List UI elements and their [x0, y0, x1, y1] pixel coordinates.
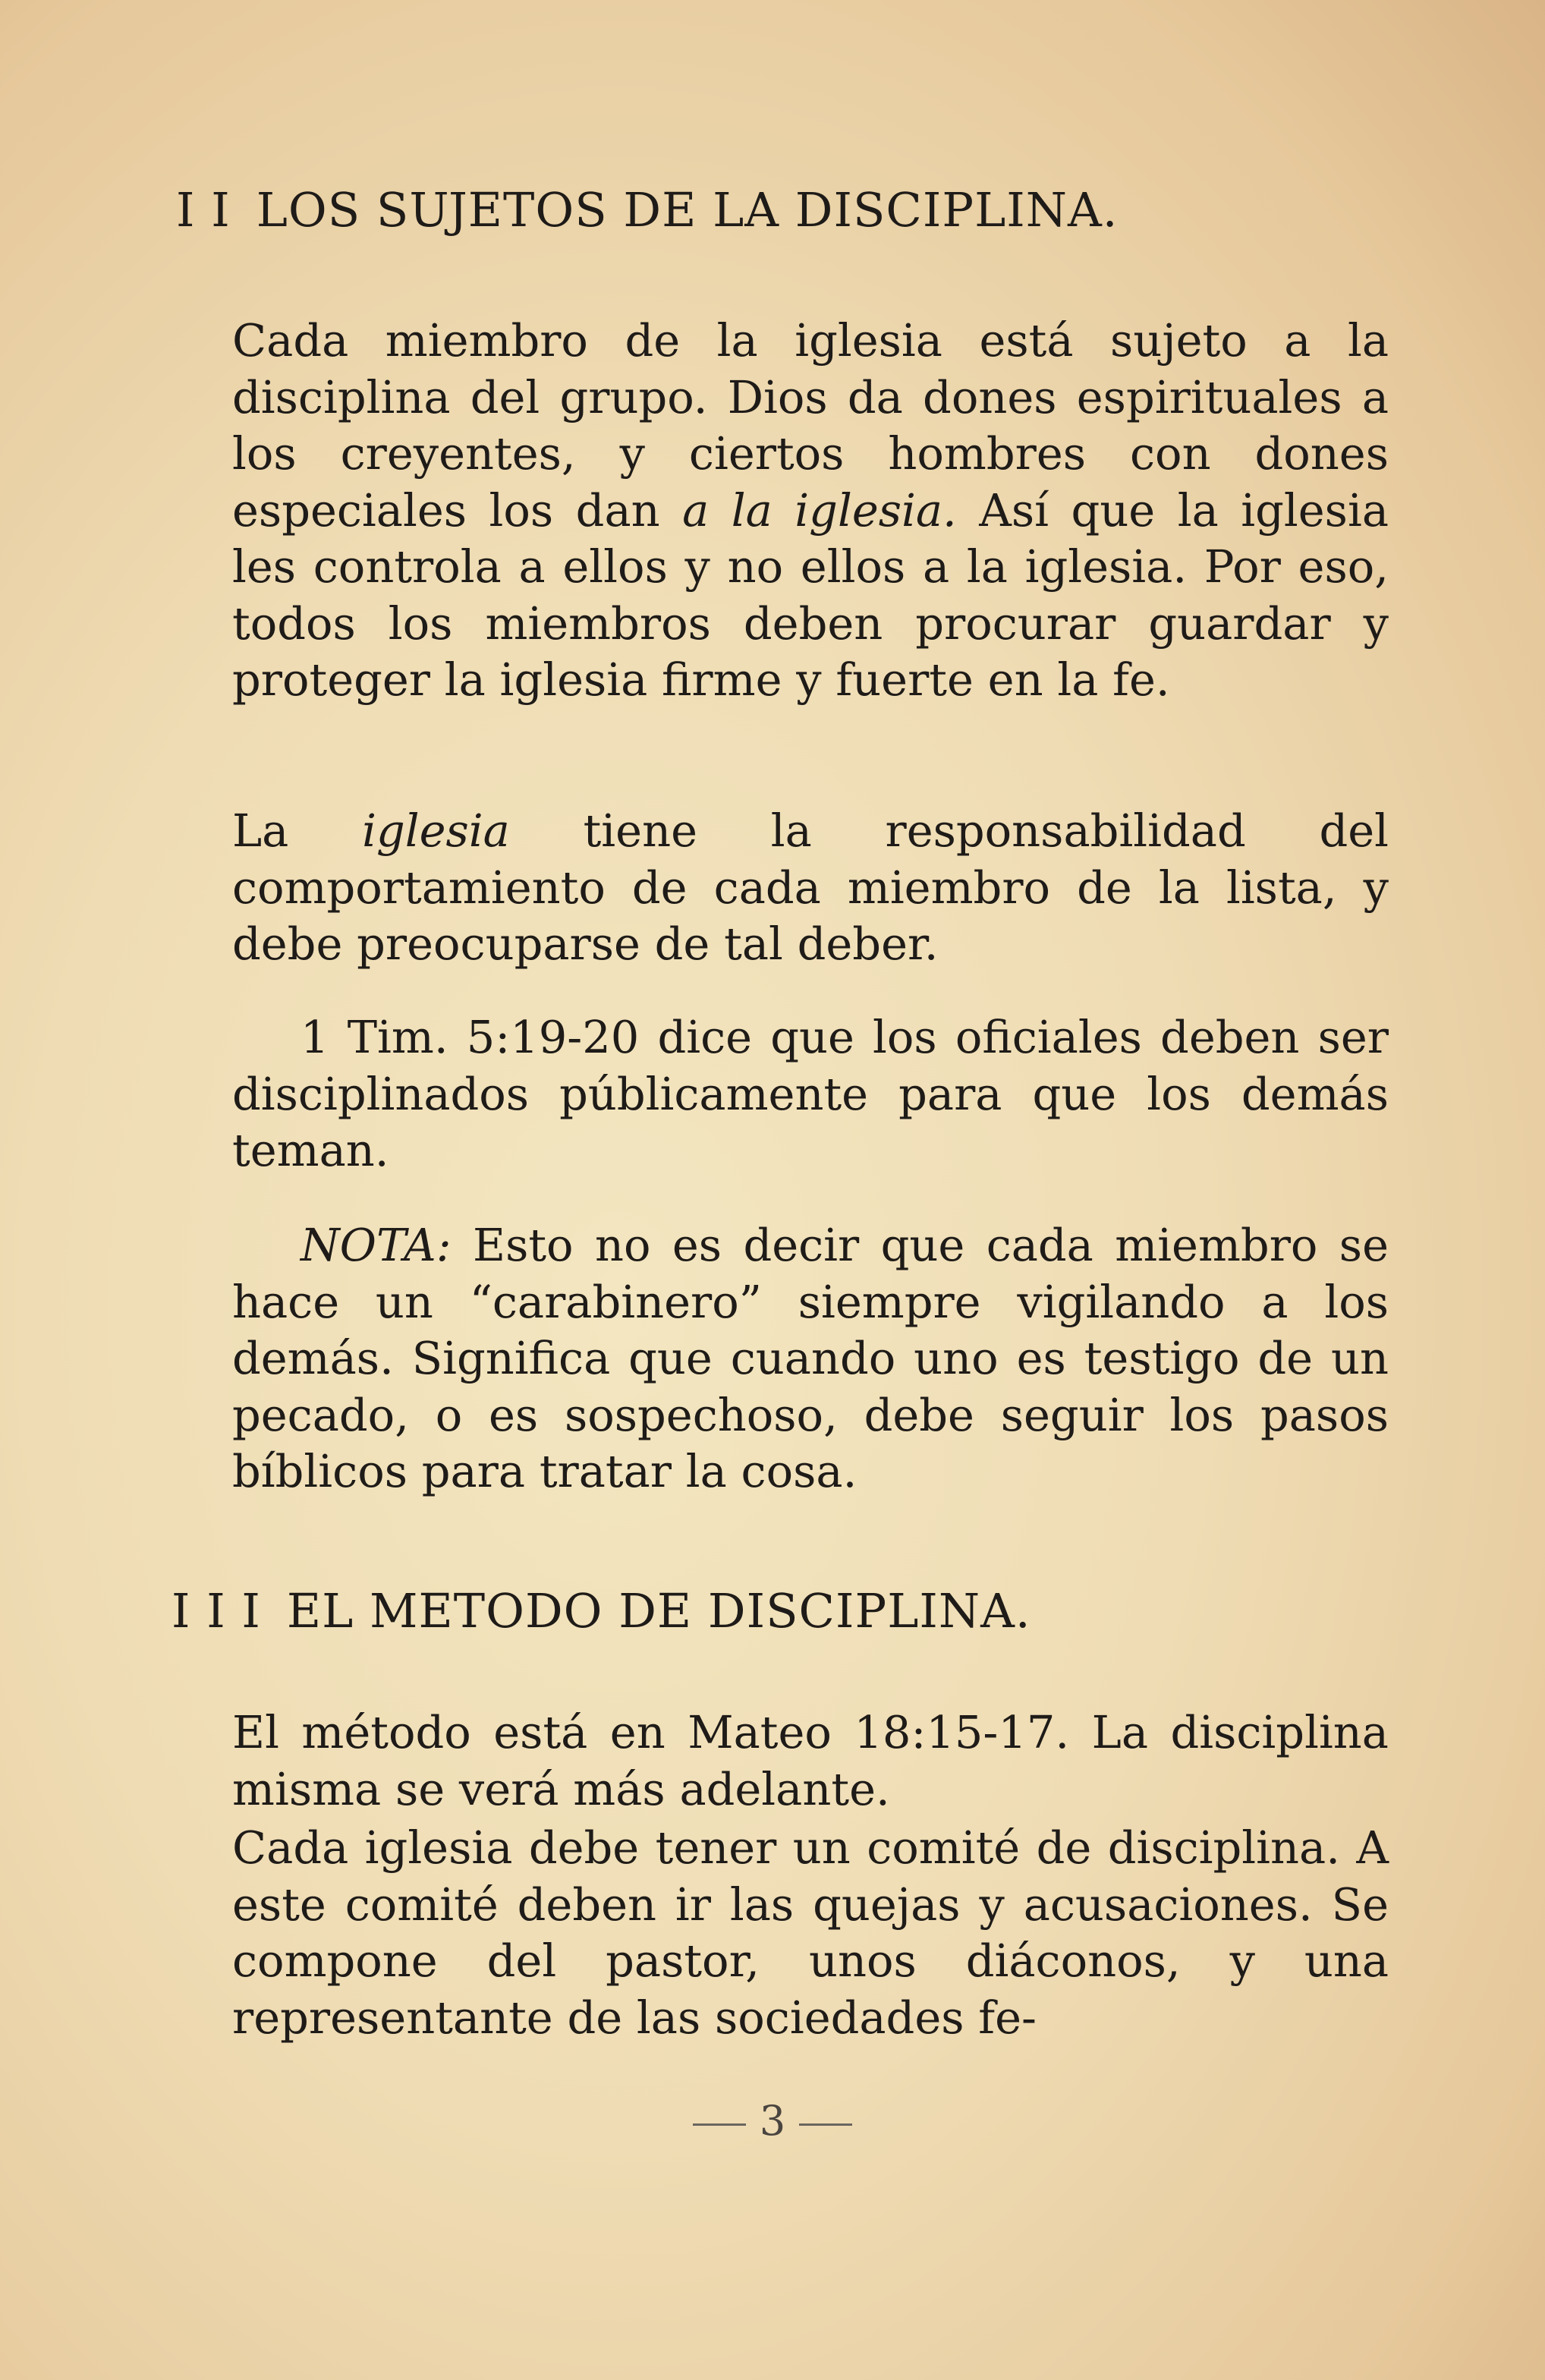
- section-title: LOS SUJETOS DE LA DISCIPLINA.: [256, 182, 1119, 238]
- section-number: I I I: [171, 1583, 261, 1639]
- paragraph-text: 1 Tim. 5:19-20 dice que los oficiales deben ser disciplinados públicamente para que los demás teman.: [232, 1011, 1389, 1176]
- section-heading-2: [176, 182, 1119, 238]
- paragraph-text: tiene la responsabilidad del comportamiento de cada miembro de la lista, y debe preocuparse de tal deber.: [232, 804, 1389, 970]
- paragraph: [232, 803, 1389, 973]
- paragraph-text: El método está en Mateo 18:15-17. La disciplina misma se verá más adelante.: [232, 1706, 1389, 1815]
- dash-ornament: [799, 2123, 852, 2126]
- note-paragraph: [232, 1217, 1389, 1500]
- paragraph: [232, 1009, 1389, 1179]
- paragraph-text: Cada iglesia debe tener un comité de disciplina. A este comité deben ir las quejas y acusaciones. Se compone del pastor, unos diáconos, y una representante de las sociedades fe-: [232, 1821, 1389, 2044]
- dash-ornament: [693, 2123, 746, 2126]
- emphasis-text: iglesia: [362, 804, 510, 857]
- paragraph: [232, 1820, 1389, 2046]
- section-heading-3: [171, 1583, 1031, 1639]
- paragraph-text: Así que la iglesia les controla a ellos y no ellos a la iglesia. Por eso, todos los miembros deben procurar guardar y proteger la iglesia firme y fuerte en la fe.: [232, 483, 1389, 706]
- paragraph: [232, 313, 1389, 709]
- note-label: NOTA:: [301, 1219, 452, 1271]
- paragraph: [232, 1705, 1389, 1818]
- section-number: I I: [176, 182, 231, 238]
- paragraph-text: Cada miembro de la iglesia está sujeto a la disciplina del grupo. Dios da dones espirituales a los creyentes, y ciertos hombres con dones especiales los dan: [232, 314, 1389, 537]
- page-number: [0, 2097, 1545, 2145]
- paragraph-text: Esto no es decir que cada miembro se hace un “carabinero” siempre vigilando a los demás. Significa que cuando uno es testigo de un pecado, o es sospechoso, debe seguir los pasos bíblicos para tratar la cosa.: [232, 1219, 1389, 1497]
- paragraph-text: La: [232, 804, 363, 857]
- emphasis-text: a la iglesia.: [682, 483, 957, 537]
- page-number-text: 3: [759, 2097, 786, 2145]
- section-title: EL METODO DE DISCIPLINA.: [286, 1583, 1031, 1639]
